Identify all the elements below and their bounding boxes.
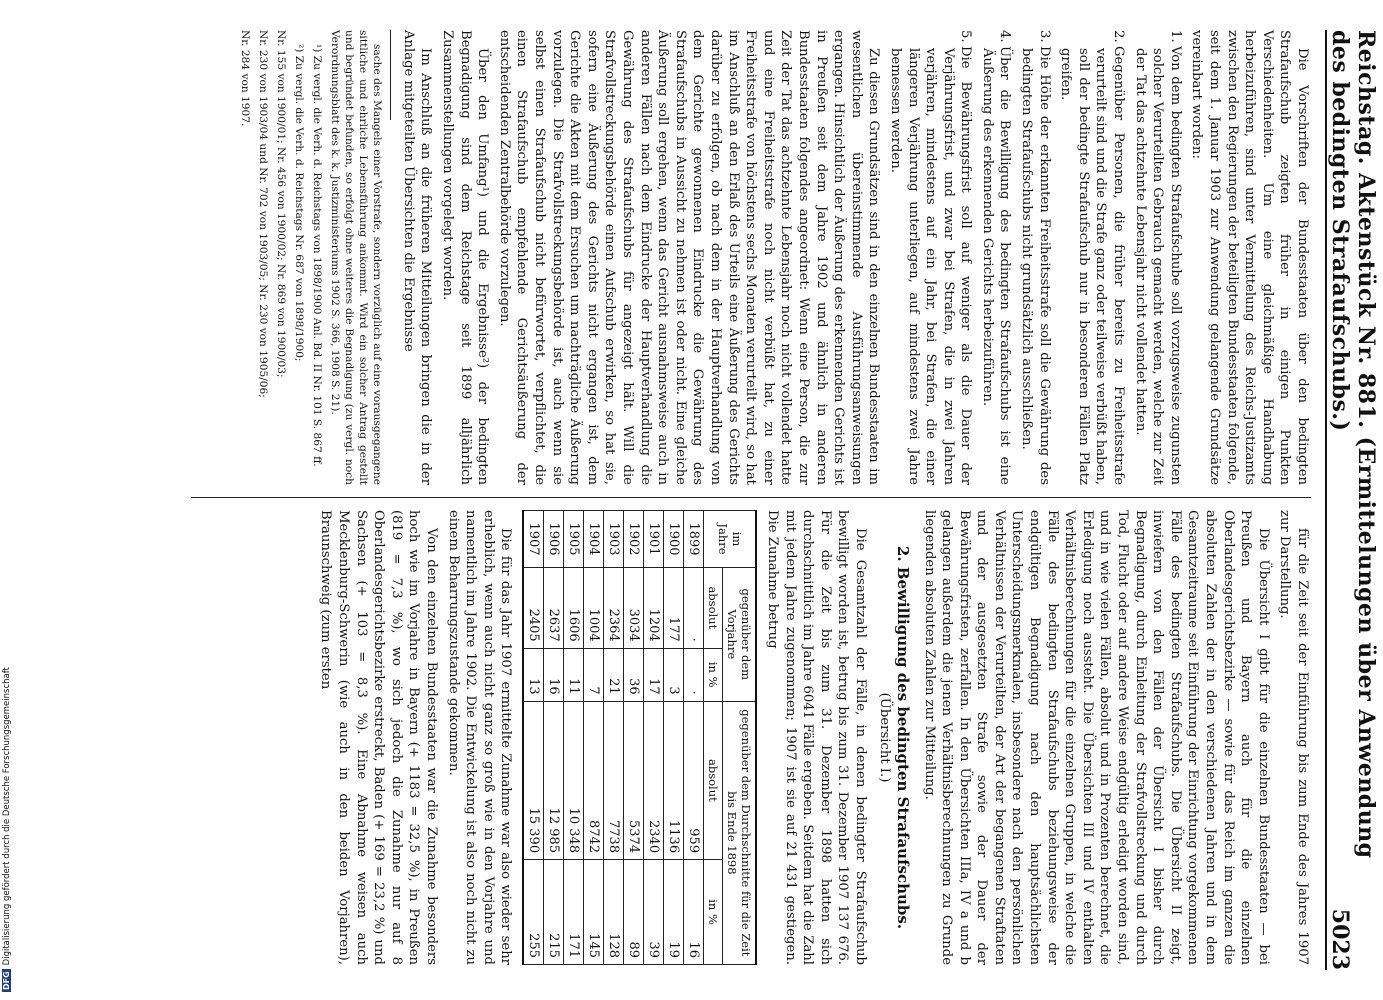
col-header-pct: in % bbox=[704, 648, 723, 701]
paragraph: Von den einzelnen Bundesstaaten war die Zunahme besonders hoch wie im Vorjahre in Bayern (+ 1183 = 32,5 %), in Preußen (819 = 7,3 %), wo sich jedoch die Zunahme nur auf 8 Oberlandesgerichtsbezirke erstreckt, Baden (+ 169 = 23,2 %) und Sachsen (+ 103 = 8,3 %). Eine Abnahme weisen auch Mecklenburg-Schwerin (wie auch in den beiden Vorjahren), Braunschweig (zum ersten bbox=[318, 510, 439, 965]
cell: 128 bbox=[604, 860, 624, 965]
cell-year: 1907 bbox=[523, 511, 544, 568]
side-strip bbox=[0, 0, 24, 1000]
cell: 3 bbox=[664, 648, 684, 701]
table-row bbox=[584, 511, 604, 965]
numbered-list bbox=[886, 30, 1184, 485]
table-row bbox=[664, 511, 684, 965]
cell-year: 1906 bbox=[544, 511, 564, 568]
footnote: sache des Mangels einer Vorstrafe, sondern vorzüglich auf eine vorausgegangene sittliche und ehrliche Lebensführung ankommt. Wird ein solcher Antrag gestellt und begründet befunden, so erfolgt ohne weiteres die Begnadigung (zu vergl. noch Verordnungsblatt des k. k. Justizministeriums 1902 S. 366, 1908 S. 21). bbox=[329, 30, 384, 485]
left-column bbox=[234, 30, 1311, 485]
footnote: ²) Zu vergl. die Verh. d. Reichstags Nr. 687 von 1898/1900; bbox=[293, 44, 306, 362]
table-row bbox=[604, 511, 624, 965]
cell: 5374 bbox=[624, 701, 644, 859]
list-item bbox=[1018, 30, 1053, 485]
cell: 177 bbox=[664, 567, 684, 648]
cell: 10 348 bbox=[564, 701, 584, 859]
col-header-abs: absolut bbox=[704, 567, 723, 648]
paragraph: Im Anschluß an die früheren Mitteilungen bringen die in der Anlage mitgeteilten Übersichten die Ergebnisse bbox=[400, 30, 434, 485]
cell: 16 bbox=[544, 648, 564, 701]
paragraph: Über den Umfang¹) und die Ergebnisse²) der bedingten Begnadigung sind dem Reichstage seit 1899 alljährlich Zusammenstellungen vorgelegt worden. bbox=[440, 30, 491, 485]
funding-text: Digitalisierung gefördert durch die Deutsche Forschungsgemeinschaft bbox=[2, 667, 12, 966]
footnote: ¹) Zu vergl. die Verh. d. Reichstags von 1898/1900 Anl. Bd. II Nr. 101 S. 867 ff. bbox=[311, 44, 324, 467]
increase-table bbox=[522, 510, 757, 965]
cell: 12 985 bbox=[544, 701, 564, 859]
cell: 11 bbox=[564, 648, 584, 701]
footnote: Nr. 284 von 1907. bbox=[239, 30, 252, 127]
cell-year: 1899 bbox=[684, 511, 704, 568]
cell: 15 390 bbox=[523, 701, 544, 859]
cell: 2340 bbox=[644, 701, 664, 859]
cell: 2637 bbox=[544, 567, 564, 648]
paragraph: Die Übersicht I gibt für die einzelnen Bundesstaaten — bei Preußen und Bayern auch für die einzelnen Oberlandesgerichtsbezirke — sowie für das Reich im ganzen die absoluten Zahlen der in den verschiedenen Jahren und in dem Gesamtzeitraume seit Einführung der Einrichtung vorgekommenen Fälle des bedingten Strafaufschubs. Die Übersicht II zeigt, inwiefern von den Fällen der Übersicht I bisher durch Begnadigung, durch Einleitung der Strafvollstreckung und durch Tod, Flucht oder auf andere Weise endgültig erledigt worden sind, und in wie vielen Fällen, absolut und in Prozenten berechnet, die Erledigung noch aussteht. Die Übersichten III und IV enthalten Verhältnisberechnungen für die einzelnen Gruppen, in welche die Fälle des bedingten Strafaufschubs beziehungsweise der endgültigen Begnadigung nach den hauptsächlichsten Unterscheidungsmerkmalen, insbesondere nach den persönlichen Verhältnissen der Verurteilten, der Art der begangenen Straftaten und der ausgesetzten Strafe sowie der Dauer der Bewährungsfristen, zerfallen. In den Übersichten IIIa, IV a und b gelangen außerdem die jenen Verhältnisberechnungen zu Grunde liegenden absoluten Zahlen zur Mitteilung. bbox=[921, 510, 1271, 965]
col-header-prev-year: gegenüber dem Vorjahre bbox=[723, 567, 757, 701]
col-header-average: gegenüber dem Durchschnitte für die Zeit bis Ende 1898 bbox=[723, 701, 757, 964]
list-text: Von dem bedingten Strafaufschube soll vorzugsweise zugunsten solcher Verurteilten Gebrauch gemacht werden, welche zur Zeit der Tat das achtzehnte Lebensjahr nicht vollendet hatten. bbox=[1132, 46, 1183, 485]
cell: 39 bbox=[644, 860, 664, 965]
list-text: Über die Bewilligung des bedingten Strafaufschubs ist eine Äußerung des erkennenden Gerichts herbeizuführen. bbox=[979, 46, 1013, 485]
cell-year: 1903 bbox=[604, 511, 624, 568]
paragraph: Die Vorschriften der Bundesstaaten über den bedingten Strafaufschub zeigten früher in einigen Punkten Verschiedenheiten. Um eine gleichmäßige Handhabung herbeizuführen, sind unter Vermittelung des Reichs-Justizamts zwischen den Regierungen der beteiligten Bundesstaaten folgende, seit dem 1. Januar 1903 zur Anwendung gelangende Grundsätze vereinbart worden: bbox=[1189, 30, 1310, 485]
funding-notice bbox=[2, 667, 12, 992]
table-row bbox=[564, 511, 584, 965]
list-item bbox=[978, 30, 1013, 485]
cell: 89 bbox=[624, 860, 644, 965]
list-text: Die Höhe der erkannten Freiheitsstrafe soll die Gewährung des bedingten Strafaufschubs nicht grundsätzlich ausschließen. bbox=[1019, 46, 1052, 485]
section-subtitle: (Übersicht I.) bbox=[876, 692, 892, 783]
list-number: 5. bbox=[958, 30, 974, 43]
cell: 2364 bbox=[604, 567, 624, 648]
column-divider bbox=[191, 497, 1311, 498]
running-header bbox=[1325, 30, 1379, 970]
cell: 7 bbox=[584, 648, 604, 701]
table-row bbox=[644, 511, 664, 965]
list-item bbox=[1057, 30, 1127, 485]
cell: 959 bbox=[684, 701, 704, 859]
cell: 255 bbox=[523, 860, 544, 965]
footnote-rule bbox=[390, 30, 391, 120]
footnote: Nr. 230 von 1903/04 und Nr. 702 von 1903/05; Nr. 230 von 1905/06; bbox=[257, 30, 270, 398]
list-number: 1. bbox=[1167, 30, 1183, 43]
table-row bbox=[624, 511, 644, 965]
footnote: Nr. 155 von 1900/01; Nr. 456 von 1900/02; Nr. 869 von 1900/03; bbox=[275, 30, 288, 378]
table-row bbox=[523, 511, 544, 965]
cell-year: 1900 bbox=[664, 511, 684, 568]
cell-year: 1902 bbox=[624, 511, 644, 568]
cell-year: 1904 bbox=[584, 511, 604, 568]
dfg-logo: DFG bbox=[2, 971, 11, 990]
header-title: Reichstag. Aktenstück Nr. 881. (Ermittelungen über Anwendung des bedingten Strafaufschubs.) bbox=[1327, 30, 1379, 859]
cell: 3034 bbox=[624, 567, 644, 648]
list-text: Gegenüber Personen, die früher bereits zu Freiheitsstrafe verurteilt sind und die Strafe ganz oder teilweise verbüßt haben, soll der bedingte Strafaufschub nur in besonderen Fällen Platz greifen. bbox=[1058, 46, 1127, 485]
col-header-pct: in % bbox=[704, 860, 723, 965]
cell: 171 bbox=[564, 860, 584, 965]
cell: 17 bbox=[644, 648, 664, 701]
cell: 2405 bbox=[523, 567, 544, 648]
paragraph: Die für das Jahr 1907 ermittelte Zunahme war also wieder sehr erheblich, wenn auch nicht ganz so groß wie in den Vorjahre und namentlich im Jahre 1902. Die Entwickelung ist also noch nicht zu einem Beharrungszustande gekommen. bbox=[445, 510, 514, 965]
document-page bbox=[93, 0, 1383, 1000]
paragraph: Zu diesen Grundsätzen sind in den einzelnen Bundesstaaten im wesentlichen übereinstimmende Ausführungsanweisungen ergangen. Hinsichtlich der Äußerung des erkennenden Gerichts ist in Preußen seit dem Jahre 1902 und ähnlich in anderen Bundesstaaten folgendes angeordnet: Wenn eine Person, die zur Zeit der Tat das achtzehnte Lebensjahr noch nicht vollendet hatte und eine Freiheitsstrafe noch nicht verbüßt hat, zu einer Freiheitsstrafe von höchstens sechs Monaten verurteilt wird, so hat im Anschluß an den Erlaß des Urteils eine Äußerung des Gerichts darüber zu erfolgen, ob nach dem in der Hauptverhandlung von dem Gerichte gewonnenen Eindrucke die Gewährung des Strafaufschubs in Aussicht zu nehmen ist oder nicht. Eine gleiche Äußerung soll ergehen, wenn das Gericht ausnahmsweise auch in anderen Fällen nach dem Eindrucke der Hauptverhandlung die Gewährung des Strafaufschubs für angezeigt hält. Will die Strafvollstreckungsbehörde einen Aufschub erwirken, so hat sie, sofern eine Äußerung des Gerichts nicht ergangen ist, dem Gerichte die Akten mit dem Ersuchen um nachträgliche Äußerung vorzulegen. Die Strafvollstreckungsbehörde ist, auch wenn sie selbst einen Strafaufschub nicht befürwortet, verpflichtet, die einen Strafaufschub empfehlende Gerichtsäußerung der entscheidenden Zentralbehörde vorzulegen. bbox=[496, 30, 882, 485]
cell: 1204 bbox=[644, 567, 664, 648]
cell: 1606 bbox=[564, 567, 584, 648]
cell: 1136 bbox=[664, 701, 684, 859]
cell: 36 bbox=[624, 648, 644, 701]
list-number: 3. bbox=[1036, 30, 1052, 43]
paragraph: für die Zeit seit der Einführung bis zum Ende des Jahres 1907 zur Darstellung. bbox=[1277, 510, 1310, 965]
cell: 8742 bbox=[584, 701, 604, 859]
section-title: 2. Bewilligung des bedingten Strafaufschubs. bbox=[893, 545, 912, 930]
list-number: 2. bbox=[1111, 30, 1127, 43]
list-item bbox=[1131, 30, 1184, 485]
cell: · bbox=[684, 648, 704, 701]
col-header-abs: absolut bbox=[704, 701, 723, 859]
list-item bbox=[886, 30, 974, 485]
cell: 19 bbox=[664, 860, 684, 965]
col-header-year: im Jahre bbox=[704, 511, 757, 568]
table-row bbox=[544, 511, 564, 965]
cell: 215 bbox=[544, 860, 564, 965]
list-number: 4. bbox=[997, 30, 1013, 43]
cell: 13 bbox=[523, 648, 544, 701]
cell: 16 bbox=[684, 860, 704, 965]
cell: · bbox=[684, 567, 704, 648]
paragraph: Die Gesamtzahl der Fälle, in denen bedingter Strafaufschub bewilligt worden ist, betrug bis zum 31. Dezember 1907 137 676. Für die Zeit bis zum 31. Dezember 1898 hatten sich durchschnittlich im Jahre 6041 Fälle ergeben. Seitdem hat die Zahl mit jedem Jahre zugenommen; 1907 ist sie auf 21 431 gestiegen. Die Zunahme betrug bbox=[764, 510, 868, 965]
list-text: Die Bewährungsfrist soll auf weniger als die Dauer der Verjährungsfrist, und zwar bei Strafen, die in zwei Jahren verjähren, mindestens auf ein Jahr, bei Strafen, die einer längeren Verjährung unterliegen, auf mindestens zwei Jahre bemessen werden. bbox=[887, 46, 974, 485]
table-row bbox=[684, 511, 704, 965]
cell-year: 1901 bbox=[644, 511, 664, 568]
cell: 1004 bbox=[584, 567, 604, 648]
page-number: 5023 bbox=[1327, 908, 1353, 970]
cell: 21 bbox=[604, 648, 624, 701]
cell: 7738 bbox=[604, 701, 624, 859]
cell-year: 1905 bbox=[564, 511, 584, 568]
right-column bbox=[313, 510, 1311, 965]
cell: 145 bbox=[584, 860, 604, 965]
